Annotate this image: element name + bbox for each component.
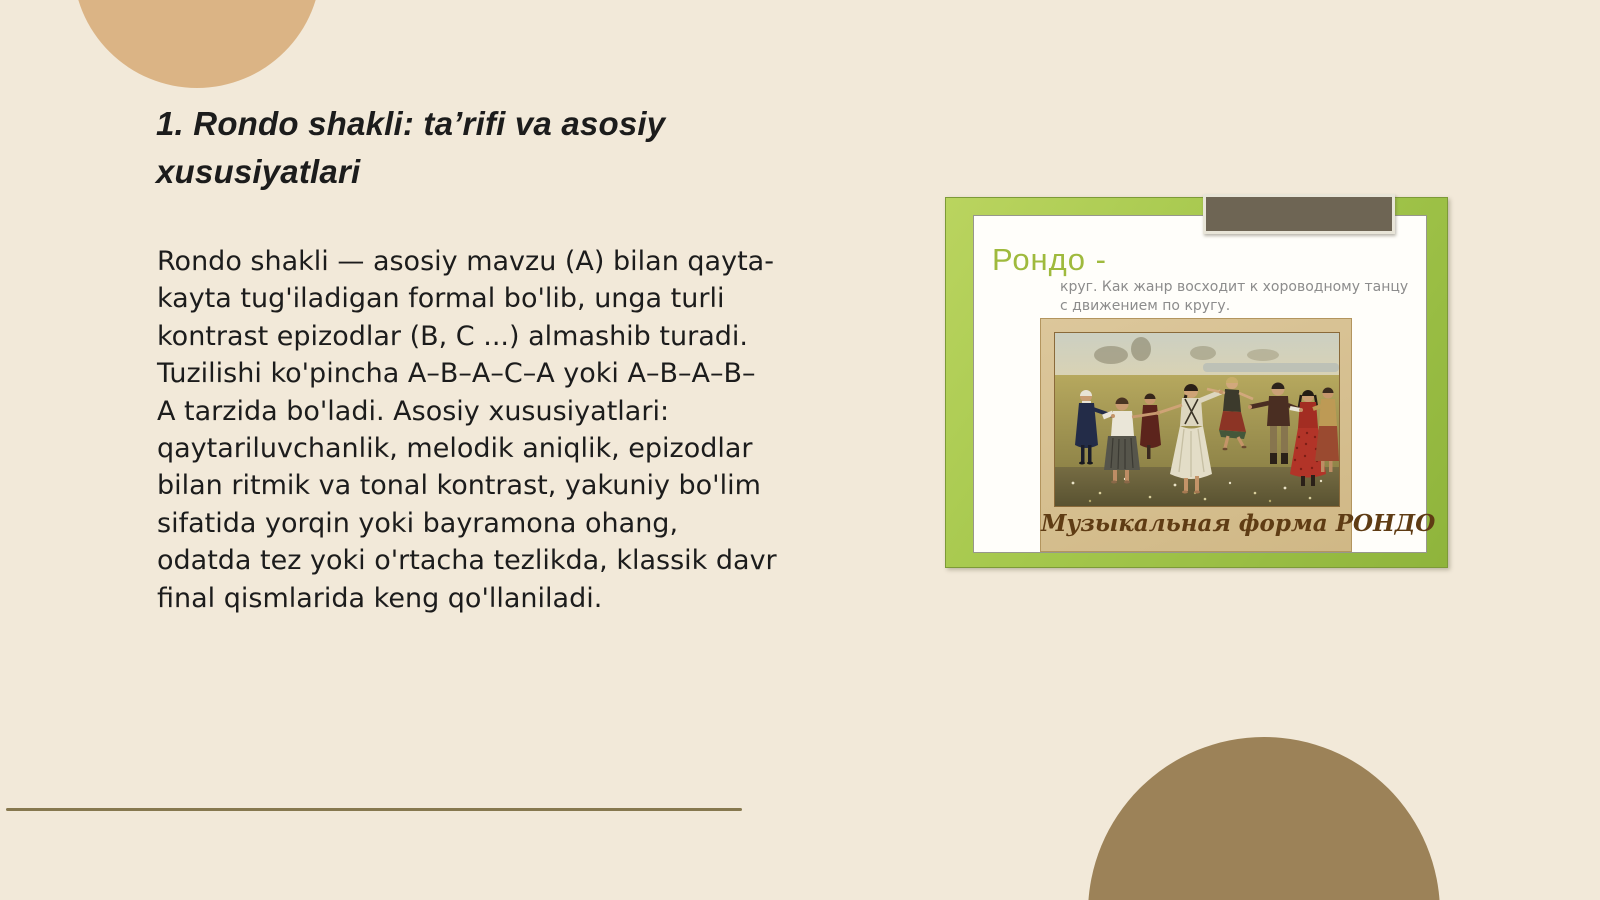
- body-text-line: final qismlarida keng qo'llaniladi.: [157, 582, 603, 614]
- decorative-circle-bottom-right: [1088, 737, 1440, 900]
- body-text-line: sifatida yorqin yoki bayramona ohang,: [157, 507, 679, 539]
- slide-tab-decoration: [1203, 194, 1395, 234]
- body-text-line: A tarzida bo'ladi. Asosiy xususiyatlari:: [157, 395, 670, 427]
- body-text-line: qaytariluvchanlik, melodik aniqlik, epizodlar: [157, 433, 753, 465]
- slide-title-line: xususiyatlari: [156, 153, 361, 190]
- body-text-line: bilan ritmik va tonal kontrast, yakuniy bo'lim: [157, 470, 761, 502]
- rondo-painting-frame: [1040, 318, 1436, 552]
- embedded-slide-subtitle: [1060, 278, 1408, 316]
- slide-body-text: [157, 243, 897, 617]
- slide-title: [156, 100, 876, 196]
- embedded-slide-image: [945, 197, 1448, 568]
- decorative-circle-top-left: [73, 0, 321, 88]
- children-dancing-circle-illustration: [1055, 333, 1339, 506]
- body-text-line: kontrast epizodlar (B, C ...) almashib turadi.: [157, 320, 748, 352]
- bottom-divider-line: [6, 808, 742, 811]
- embedded-slide-content-area: [973, 215, 1436, 553]
- embedded-slide-subtitle-line: круг. Как жанр восходит к хороводному танцу: [1060, 279, 1409, 295]
- rondo-painting: [1054, 332, 1340, 507]
- painting-caption: Музыкальная форма РОНДО: [1041, 510, 1436, 537]
- embedded-slide-subtitle-line: с движением по кругу.: [1060, 298, 1231, 314]
- body-text-line: kayta tug'iladigan formal bo'lib, unga turli: [157, 283, 725, 315]
- body-text-line: Tuzilishi ko'pincha A–B–A–C–A yoki A–B–A–B–: [157, 358, 756, 390]
- slide-title-line: 1. Rondo shakli: ta’rifi va asosiy: [156, 105, 666, 142]
- body-text-line: odatda tez yoki o'rtacha tezlikda, klassik davr: [157, 545, 777, 577]
- body-text-line: Rondo shakli — asosiy mavzu (A) bilan qayta-: [157, 246, 774, 277]
- embedded-slide-title: Рондо -: [992, 242, 1107, 277]
